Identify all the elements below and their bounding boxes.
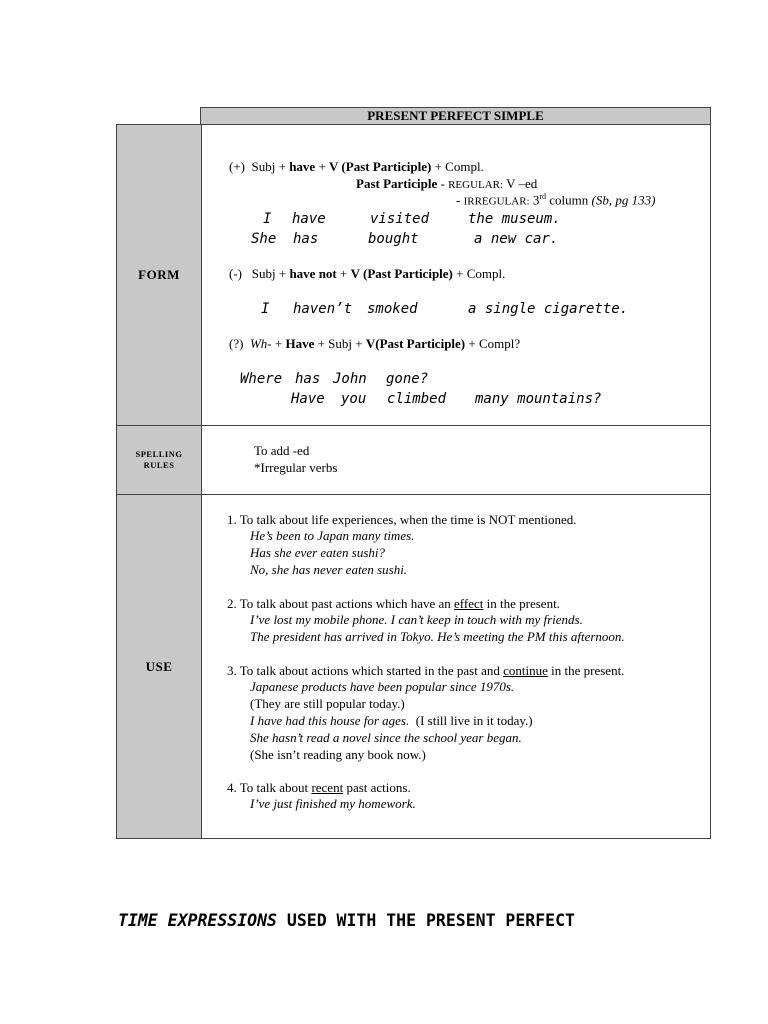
use-3-note: (They are still popular today.): [250, 696, 405, 711]
use-1-example: Has she ever eaten sushi?: [250, 545, 386, 560]
use-3-example: I have had this house for ages. (I still live in it today.): [250, 713, 533, 728]
spelling-line-1: To add -ed: [254, 443, 310, 458]
table-title: PRESENT PERFECT SIMPLE: [200, 107, 711, 125]
use-2-heading: 2. To talk about past actions which have an effect in the present.: [227, 596, 560, 611]
section-heading: TIME EXPRESSIONS USED WITH THE PRESENT PERFECT: [118, 911, 575, 930]
use-2-example: The president has arrived in Tokyo. He’s meeting the PM this afternoon.: [250, 629, 625, 644]
spelling-line-2: *Irregular verbs: [254, 460, 338, 475]
use-1-heading: 1. To talk about life experiences, when the time is NOT mentioned.: [227, 512, 577, 527]
use-content: [201, 495, 710, 838]
spelling-rules-row: [116, 425, 711, 495]
past-participle-regular: Past Participle - REGULAR: V –ed: [356, 176, 538, 191]
use-label: USE: [117, 495, 202, 838]
negative-structure: (-) Subj + have not + V (Past Participle) + Compl.: [229, 266, 506, 281]
question-structure: (?) Wh- + Have + Subj + V(Past Participle) + Compl?: [229, 336, 521, 351]
positive-structure: (+) Subj + have + V (Past Participle) + Compl.: [229, 159, 484, 174]
past-participle-irregular: - IRREGULAR: 3rd column (Sb, pg 133): [456, 192, 656, 208]
use-row: [116, 494, 711, 839]
use-4-heading: 4. To talk about recent past actions.: [227, 780, 411, 795]
use-3-example: Japanese products have been popular since 1970s.: [250, 679, 515, 694]
use-3-heading: 3. To talk about actions which started in the past and continue in the present.: [227, 663, 625, 678]
use-3-example: She hasn’t read a novel since the school year began.: [250, 730, 522, 745]
spelling-rules-content: [201, 426, 710, 494]
form-label: FORM: [117, 125, 202, 425]
form-row: [116, 124, 711, 426]
use-4-example: I’ve just finished my homework.: [250, 796, 416, 811]
use-1-example: He’s been to Japan many times.: [250, 528, 415, 543]
use-1-example: No, she has never eaten sushi.: [250, 562, 408, 577]
spelling-rules-label: SPELLING RULES: [117, 426, 202, 494]
form-content: (+) Subj + have + V (Past Participle) + Compl. Past Participle - REGULAR: V –ed - IRREGULAR: 3rd column (Sb, pg 133) I have visited the museum. She has bought a new car. (-) Subj + have not + V (Past Participle) + Compl. I haven’t smoked a single cigarette. (?) Wh- + Have + Subj + V(Past Participle) + Compl? Where has John gone? Have you climbed many mountains?: [229, 159, 656, 407]
use-2-example: I’ve lost my mobile phone. I can’t keep in touch with my friends.: [250, 612, 583, 627]
use-3-note: (She isn’t reading any book now.): [250, 747, 426, 762]
